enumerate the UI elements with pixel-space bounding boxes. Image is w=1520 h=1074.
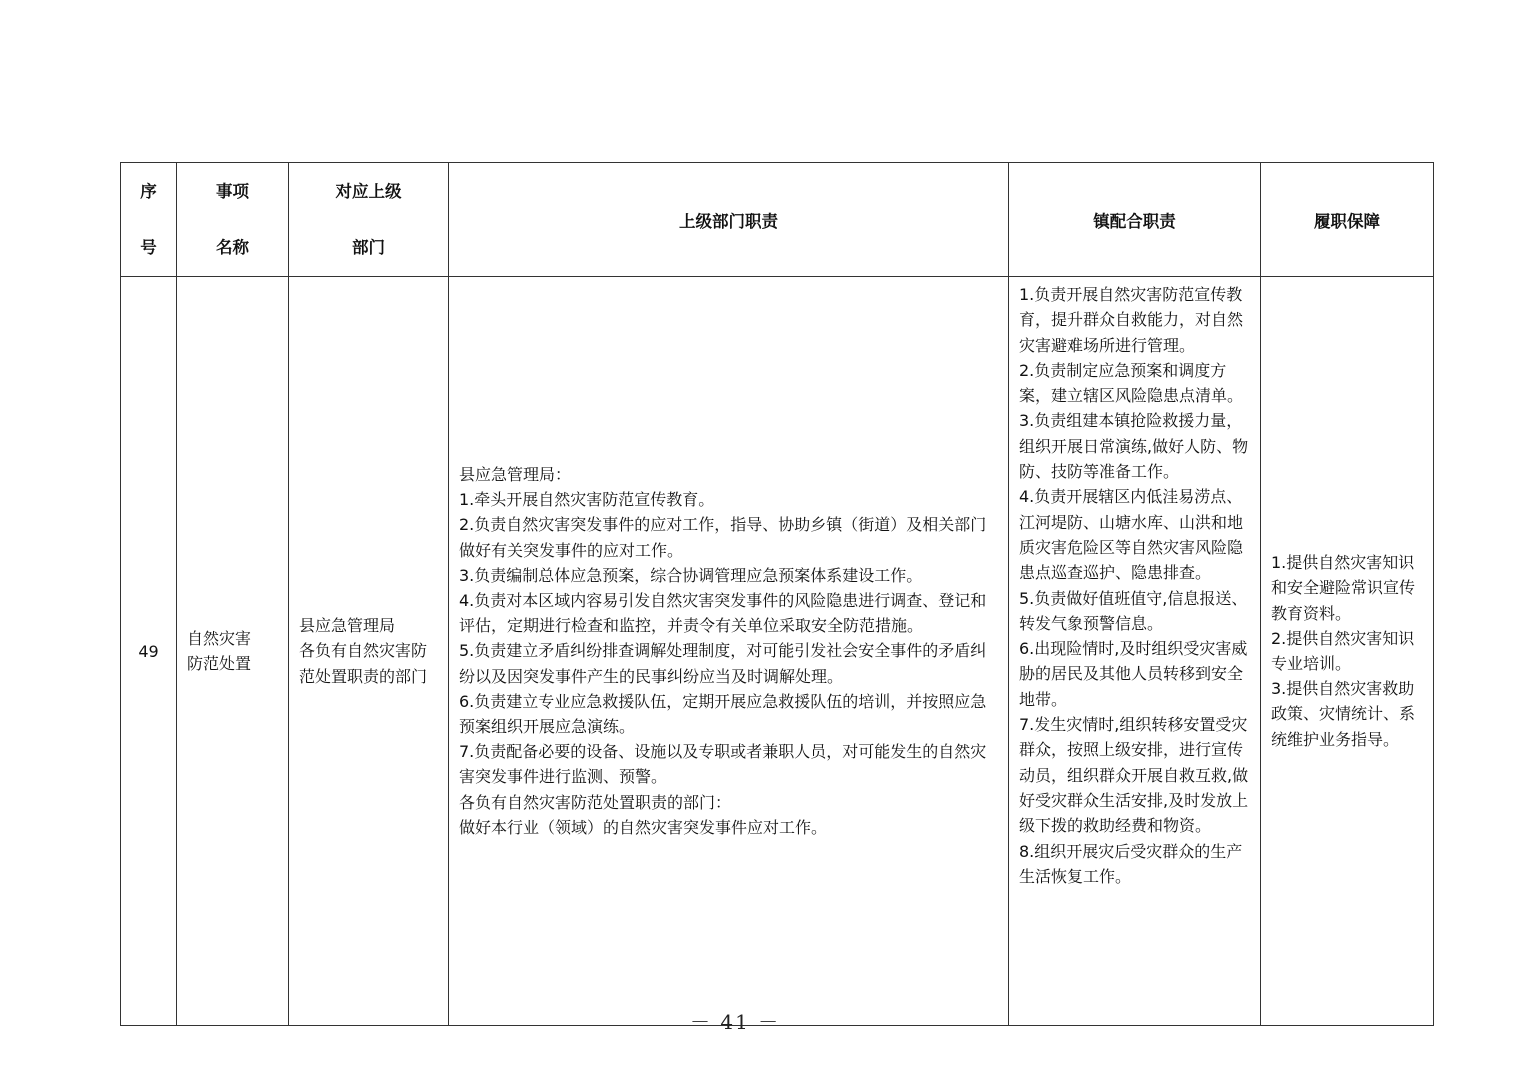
header-seq bbox=[121, 163, 177, 277]
header-guarantee: 履职保障 bbox=[1261, 163, 1434, 277]
table-row bbox=[121, 277, 1434, 1026]
row-dept: 县应急管理局 各负有自然灾害防范处置职责的部门 bbox=[289, 277, 449, 1026]
row-upper-duty: 县应急管理局： 1.牵头开展自然灾害防范宣传教育。 2.负责自然灾害突发事件的应对工作，指导、协助乡镇（街道）及相关部门做好有关突发事件的应对工作。 3.负责编制总体应急预案，综合协调管理应急预案体系建设工作。 4.负责对本区域内容易引发自然灾害突发事件的风险隐患进行调查、登记和评估，定期进行检查和监控，并责令有关单位采取安全防范措施。 5.负责建立矛盾纠纷排查调解处理制度，对可能引发社会安全事件的矛盾纠纷以及因突发事件产生的民事纠纷应当及时调解处理。 6.负责建立专业应急救援队伍，定期开展应急救援队伍的培训，并按照应急预案组织开展应急演练。 7.负责配备必要的设备、设施以及专职或者兼职人员，对可能发生的自然灾害突发事件进行监测、预警。 各负有自然灾害防范处置职责的部门： 做好本行业（领域）的自然灾害突发事件应对工作。 bbox=[449, 277, 1009, 1026]
row-item-name: 自然灾害 防范处置 bbox=[177, 277, 289, 1026]
page-number: － 41 － bbox=[690, 1010, 781, 1034]
header-dept-line2: 部门 bbox=[352, 237, 385, 257]
header-dept bbox=[289, 163, 449, 277]
header-town-duty: 镇配合职责 bbox=[1009, 163, 1261, 277]
header-item-line2: 名称 bbox=[216, 237, 249, 257]
row-seq: 49 bbox=[121, 277, 177, 1026]
header-dept-line1: 对应上级 bbox=[335, 181, 402, 201]
header-seq-line2: 号 bbox=[140, 237, 157, 257]
row-guarantee: 1.提供自然灾害知识和安全避险常识宣传教育资料。 2.提供自然灾害知识专业培训。 3.提供自然灾害救助政策、灾情统计、系统维护业务指导。 bbox=[1261, 277, 1434, 1026]
duty-table bbox=[120, 162, 1434, 1026]
header-item-line1: 事项 bbox=[216, 181, 249, 201]
header-upper-duty: 上级部门职责 bbox=[449, 163, 1009, 277]
table-header-row bbox=[121, 163, 1434, 277]
header-seq-line1: 序 bbox=[140, 181, 157, 201]
header-item bbox=[177, 163, 289, 277]
row-town-duty: 1.负责开展自然灾害防范宣传教育，提升群众自救能力，对自然灾害避难场所进行管理。 2.负责制定应急预案和调度方案，建立辖区风险隐患点清单。 3.负责组建本镇抢险救援力量，组织开展日常演练,做好人防、物防、技防等准备工作。 4.负责开展辖区内低洼易涝点、江河堤防、山塘水库、山洪和地质灾害危险区等自然灾害风险隐患点巡查巡护、隐患排查。 5.负责做好值班值守,信息报送、转发气象预警信息。 6.出现险情时,及时组织受灾害威胁的居民及其他人员转移到安全地带。 7.发生灾情时,组织转移安置受灾群众，按照上级安排，进行宣传动员，组织群众开展自救互救,做好受灾群众生活安排,及时发放上级下拨的救助经费和物资。 8.组织开展灾后受灾群众的生产生活恢复工作。 bbox=[1009, 277, 1261, 1026]
